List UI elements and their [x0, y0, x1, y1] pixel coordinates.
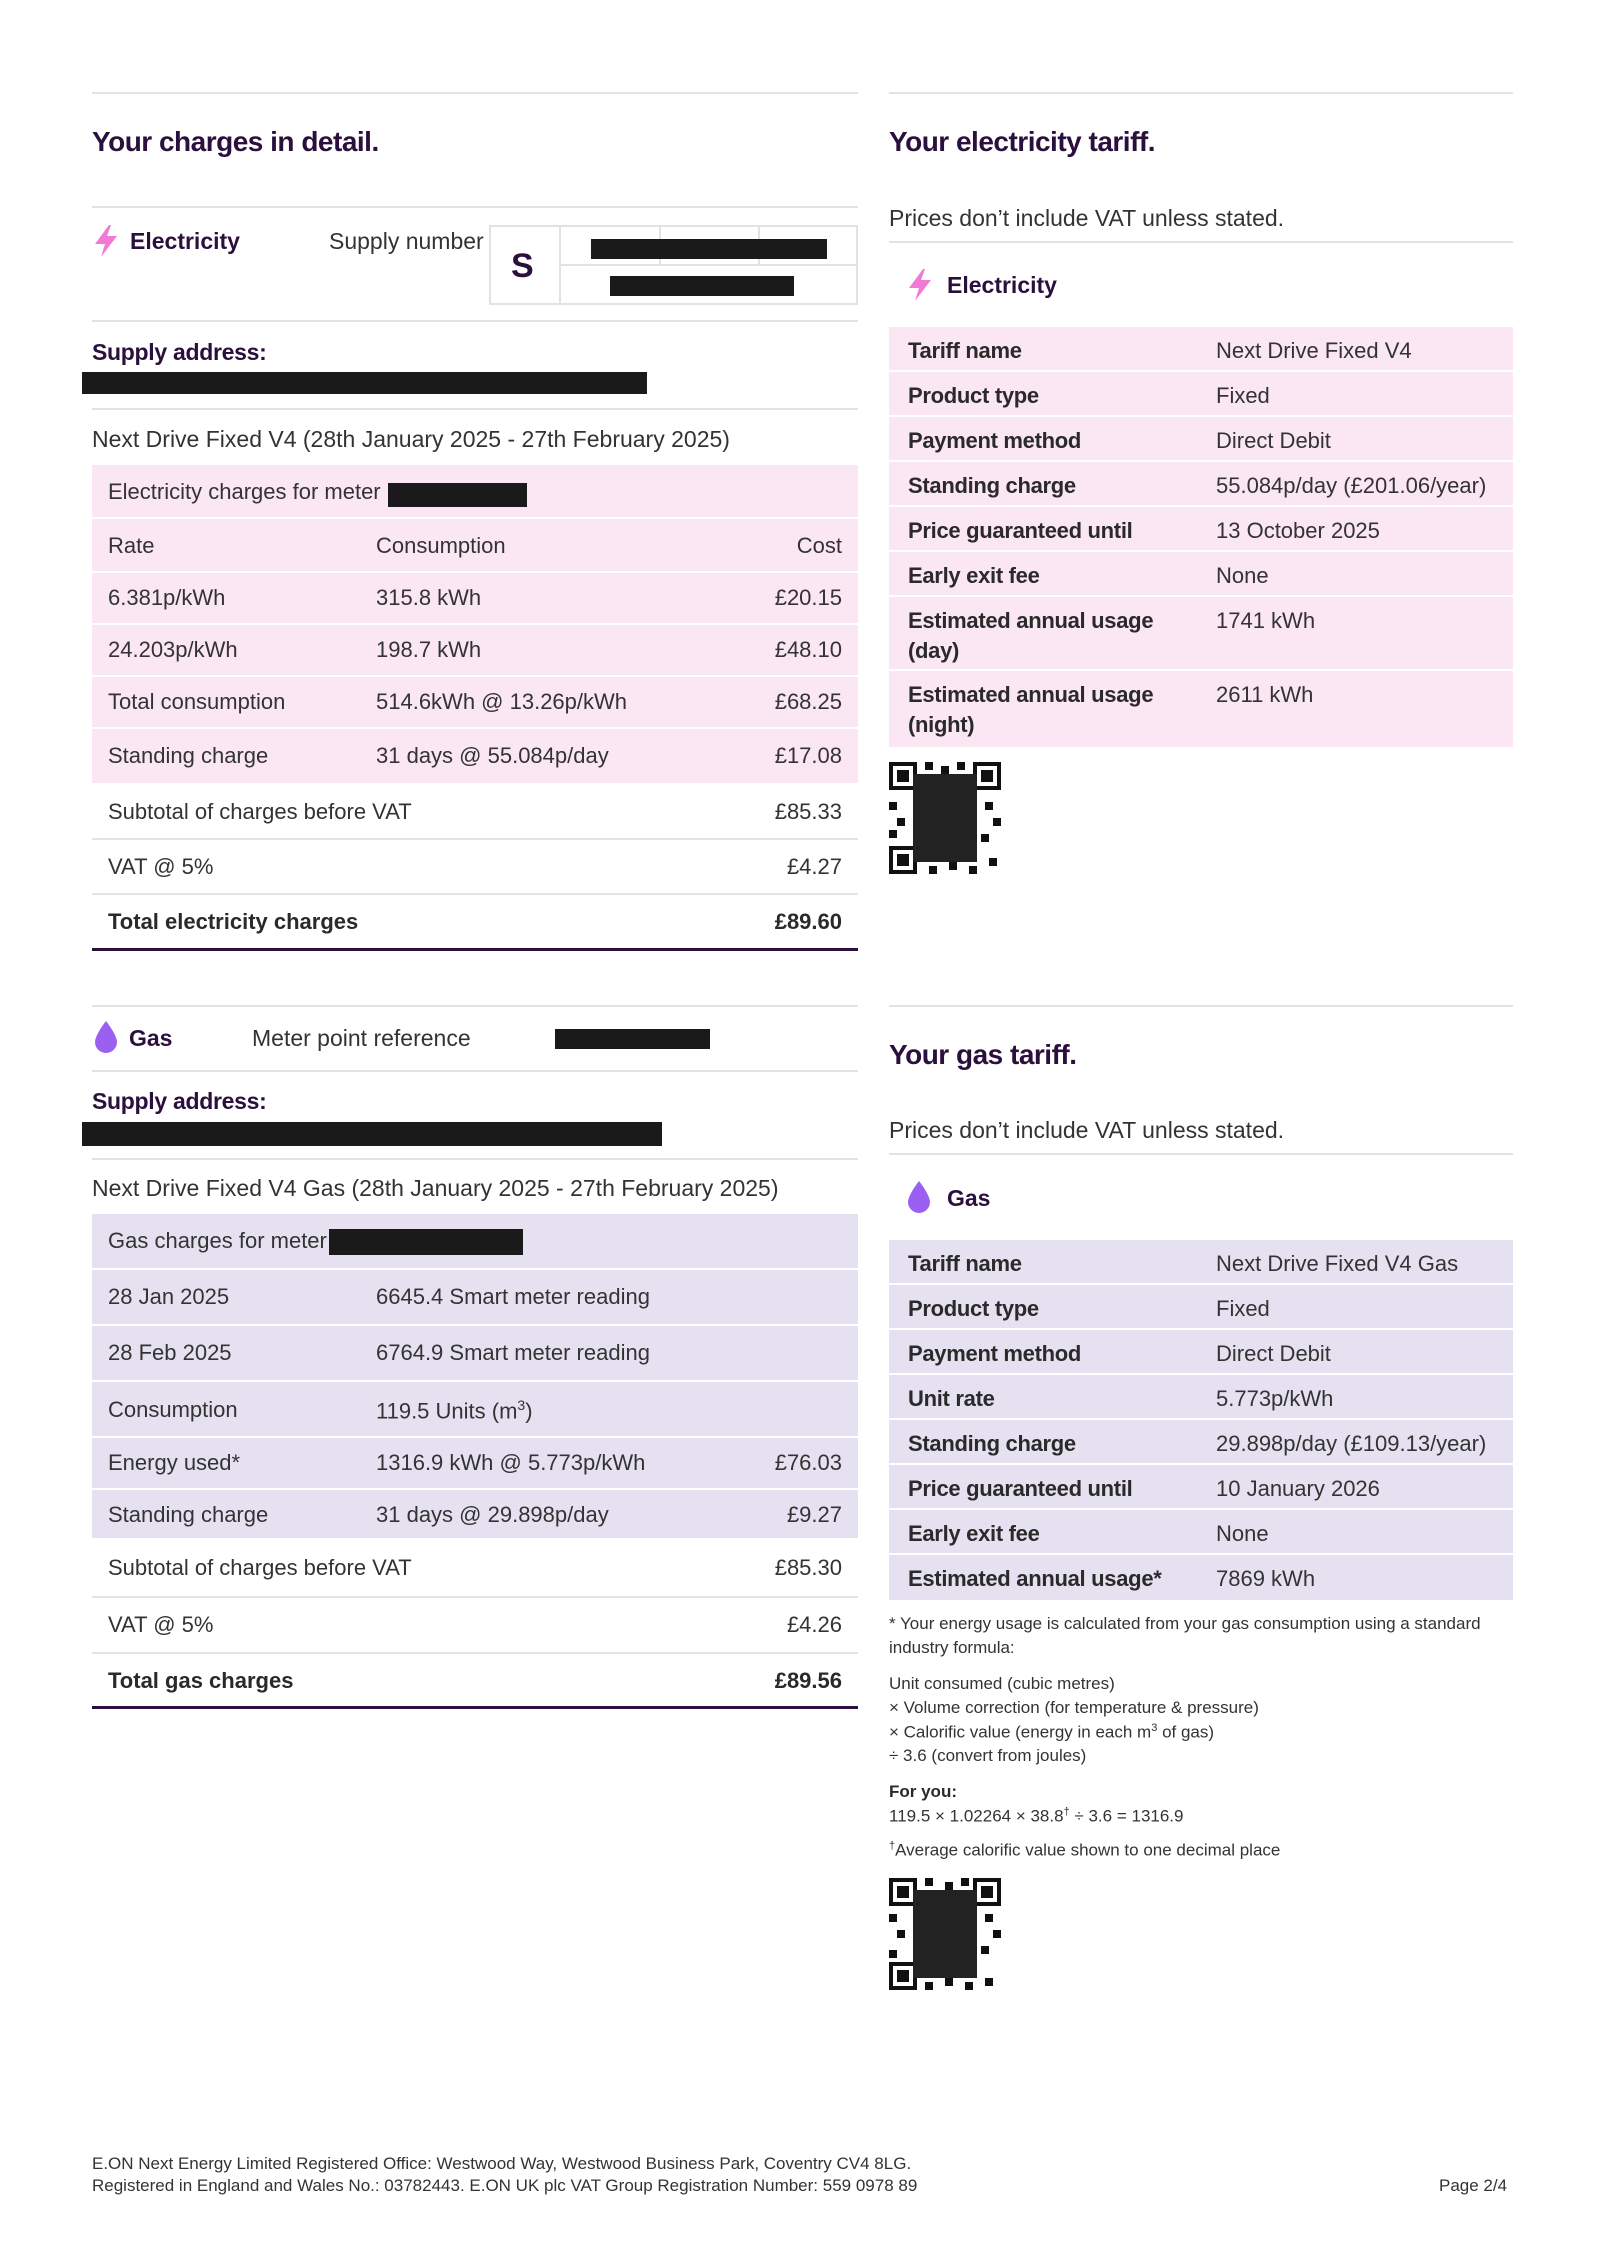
close-paren: ) — [525, 1398, 533, 1424]
calc-tail: ÷ 3.6 = 1316.9 — [1069, 1806, 1184, 1826]
tariff-value: Fixed — [1216, 383, 1270, 408]
gas-vat-note: Prices don’t include VAT unless stated. — [889, 1117, 1285, 1143]
for-you-label: For you: — [889, 1782, 957, 1801]
consumption-cell: 514.6kWh @ 13.26p/kWh — [376, 689, 628, 714]
electricity-label: Electricity — [130, 228, 240, 254]
subtotal-value: £85.30 — [774, 1555, 842, 1580]
tariff-key — [908, 606, 1153, 666]
total-label: Total gas charges — [108, 1668, 294, 1693]
tariff-row — [889, 462, 1513, 505]
redacted-gas-address — [82, 1122, 662, 1146]
tariff-key — [908, 680, 1153, 740]
table-row — [92, 573, 858, 623]
tariff-key-text: Estimated annual usage — [908, 608, 1154, 633]
tariff-key — [908, 561, 1040, 591]
rule — [92, 1070, 858, 1072]
tariff-key-text: Unit rate — [908, 1386, 995, 1411]
rule — [92, 320, 858, 322]
tariff-key — [908, 1474, 1132, 1504]
energy-label: Energy used* — [108, 1450, 241, 1475]
top-rule-left — [92, 92, 858, 94]
reading-value: 6645.4 Smart meter reading — [376, 1284, 650, 1309]
charges-title: Your charges in detail. — [92, 126, 379, 157]
total-value: £89.56 — [774, 1668, 842, 1693]
gas-tariff-label: Gas — [947, 1185, 991, 1211]
table-row — [92, 677, 858, 727]
tariff-row — [889, 1330, 1513, 1373]
tariff-row — [889, 1285, 1513, 1328]
cost-cell: £20.15 — [774, 585, 842, 610]
rule — [92, 408, 858, 410]
total-underline — [92, 1706, 858, 1709]
footer-line-2: Registered in England and Wales No.: 03782443. E.ON UK plc VAT Group Registration Number: 559 0978 89 — [92, 2176, 918, 2195]
tariff-key — [908, 1429, 1076, 1459]
tariff-row — [889, 597, 1513, 669]
gas-total-row — [92, 1654, 858, 1706]
tariff-key-text: Standing charge — [908, 473, 1076, 498]
gas-tariff-period: Next Drive Fixed V4 Gas (28th January 2025 - 27th February 2025) — [92, 1175, 779, 1201]
elec-header-row — [92, 519, 858, 571]
rule — [889, 1005, 1513, 1007]
header-cost: Cost — [796, 533, 842, 558]
table-row — [92, 1490, 858, 1538]
tariff-value: Fixed — [1216, 1296, 1270, 1321]
tariff-key-text: Early exit fee — [908, 1521, 1040, 1546]
redacted-gas-meter — [329, 1229, 523, 1255]
gas-vat-row — [92, 1598, 858, 1652]
gas-meter-label: Gas charges for meter — [108, 1228, 327, 1253]
consumption-cell: 31 days @ 55.084p/day — [376, 743, 609, 768]
reading-date: 28 Feb 2025 — [108, 1340, 232, 1365]
gas-supply-address-label: Supply address: — [92, 1088, 267, 1114]
tariff-key-text: Price guaranteed until — [908, 518, 1133, 543]
table-row — [92, 1270, 858, 1324]
redacted-mpr — [555, 1029, 710, 1049]
tariff-row — [889, 507, 1513, 550]
cost-cell: £17.08 — [774, 743, 842, 768]
tariff-row — [889, 327, 1513, 370]
subtotal-label: Subtotal of charges before VAT — [108, 1555, 412, 1580]
table-row — [92, 1438, 858, 1488]
consumption-cell: 315.8 kWh — [376, 585, 482, 610]
tariff-key-text: Tariff name — [908, 1251, 1022, 1276]
tariff-key-text: Payment method — [908, 428, 1082, 453]
tariff-value: Next Drive Fixed V4 — [1216, 338, 1412, 363]
cubed-sup: 3 — [517, 1397, 526, 1413]
note-line-2: industry formula: — [889, 1638, 1015, 1657]
tariff-key-text: Price guaranteed until — [908, 1476, 1133, 1501]
tariff-row — [889, 1510, 1513, 1553]
formula-line-1: Unit consumed (cubic metres) — [889, 1674, 1115, 1693]
tariff-row — [889, 1375, 1513, 1418]
tariff-row — [889, 1420, 1513, 1463]
tariff-value: 55.084p/day (£201.06/year) — [1216, 473, 1487, 498]
rule — [92, 206, 858, 208]
table-row — [92, 1326, 858, 1380]
meter-point-reference-label: Meter point reference — [252, 1025, 471, 1051]
gas-drop-icon — [906, 1180, 932, 1214]
top-rule-right — [889, 92, 1513, 94]
rule — [92, 1158, 858, 1160]
tariff-row — [889, 1240, 1513, 1283]
tariff-key — [908, 1519, 1040, 1549]
total-underline — [92, 948, 858, 951]
vat-value: £4.26 — [786, 1612, 842, 1637]
gas-subtotal-row — [92, 1540, 858, 1596]
elec-tariff-period: Next Drive Fixed V4 (28th January 2025 - 27th February 2025) — [92, 426, 730, 452]
standing-value: 31 days @ 29.898p/day — [376, 1502, 609, 1527]
vat-value: £4.27 — [786, 854, 842, 879]
tariff-value: 5.773p/kWh — [1216, 1386, 1334, 1411]
redacted-supply-top — [591, 239, 827, 259]
qr-code-icon — [889, 762, 1001, 874]
supply-letter: S — [511, 247, 534, 285]
tariff-key-text: Product type — [908, 1296, 1039, 1321]
dagger-note — [889, 1840, 1280, 1861]
gas-drop-icon — [93, 1020, 119, 1054]
tariff-value: Next Drive Fixed V4 Gas — [1216, 1251, 1459, 1276]
rule — [889, 1153, 1513, 1155]
tariff-key-text: Tariff name — [908, 338, 1022, 363]
vat-label: VAT @ 5% — [108, 1612, 214, 1637]
formula-3-text: × Calorific value (energy in each m — [889, 1722, 1152, 1742]
tariff-key — [908, 471, 1076, 501]
table-row — [92, 1382, 858, 1436]
formula-line-4: ÷ 3.6 (convert from joules) — [889, 1746, 1087, 1765]
tariff-value: Direct Debit — [1216, 1341, 1331, 1366]
note-line-1: * Your energy usage is calculated from your gas consumption using a standard — [889, 1614, 1481, 1633]
consumption-label: Consumption — [108, 1397, 238, 1422]
rule — [92, 1005, 858, 1007]
tariff-row — [889, 552, 1513, 595]
rate-cell: 6.381p/kWh — [108, 585, 226, 610]
tariff-key-text-2: (day) — [908, 638, 960, 663]
tariff-key-text: Estimated annual usage — [908, 682, 1154, 707]
tariff-row — [889, 1555, 1513, 1599]
rate-cell: Standing charge — [108, 743, 269, 768]
consumption-cell: 198.7 kWh — [376, 637, 482, 662]
tariff-key-text: Early exit fee — [908, 563, 1040, 588]
redacted-supply-bottom — [610, 276, 794, 296]
cubed-sup: 3 — [1151, 1722, 1158, 1734]
tariff-key-text: Standing charge — [908, 1431, 1076, 1456]
elec-subtotal-row — [92, 785, 858, 837]
cost-cell: £48.10 — [774, 637, 842, 662]
total-value: £89.60 — [774, 909, 842, 934]
tariff-key — [908, 1249, 1022, 1279]
gas-tariff-title: Your gas tariff. — [889, 1039, 1077, 1070]
table-row — [92, 625, 858, 675]
tariff-row — [889, 1465, 1513, 1508]
formula-line-3 — [889, 1722, 1214, 1743]
reading-date: 28 Jan 2025 — [108, 1284, 230, 1309]
elec-meter-label: Electricity charges for meter — [108, 479, 381, 504]
tariff-key-text-2: (night) — [908, 712, 975, 737]
formula-3-tail: of gas) — [1157, 1722, 1215, 1742]
tariff-value: 1741 kWh — [1216, 608, 1316, 633]
tariff-key — [908, 1294, 1039, 1324]
rate-cell: 24.203p/kWh — [108, 637, 238, 662]
tariff-key — [908, 336, 1022, 366]
elec-supply-address-label: Supply address: — [92, 339, 267, 365]
qr-code-icon — [889, 1878, 1001, 1990]
subtotal-label: Subtotal of charges before VAT — [108, 799, 412, 824]
rate-cell: Total consumption — [108, 689, 286, 714]
tariff-key-text: Product type — [908, 383, 1039, 408]
calculation-line — [889, 1806, 1183, 1827]
rule — [889, 241, 1513, 243]
reading-value: 6764.9 Smart meter reading — [376, 1340, 650, 1365]
elec-vat-row — [92, 840, 858, 892]
redacted-elec-address — [82, 372, 647, 394]
calc-text: 119.5 × 1.02264 × 38.8 — [889, 1806, 1064, 1826]
header-consumption: Consumption — [376, 533, 506, 558]
tariff-value: 13 October 2025 — [1216, 518, 1380, 543]
tariff-key — [908, 426, 1081, 456]
tariff-key-text: Payment method — [908, 1341, 1082, 1366]
elec-total-row — [92, 895, 858, 947]
standing-label: Standing charge — [108, 1502, 269, 1527]
subtotal-value: £85.33 — [774, 799, 842, 824]
footer-line-1: E.ON Next Energy Limited Registered Office: Westwood Way, Westwood Business Park, Coventry CV4 8LG. — [92, 2154, 912, 2173]
tariff-value: None — [1216, 1521, 1269, 1546]
elec-vat-note: Prices don’t include VAT unless stated. — [889, 205, 1285, 231]
tariff-value: Direct Debit — [1216, 428, 1331, 453]
consumption-units: 119.5 Units (m — [376, 1398, 518, 1424]
electricity-tariff-title: Your electricity tariff. — [889, 126, 1156, 157]
energy-cost: £76.03 — [774, 1450, 842, 1475]
redacted-elec-meter — [388, 483, 527, 507]
electricity-bolt-icon — [92, 224, 120, 258]
elec-tariff-label: Electricity — [947, 272, 1057, 298]
tariff-key-text: Estimated annual usage* — [908, 1566, 1162, 1591]
tariff-key — [908, 381, 1039, 411]
dagger-sup: † — [889, 1840, 896, 1852]
total-label: Total electricity charges — [108, 909, 359, 934]
formula-line-2: × Volume correction (for temperature & pressure) — [889, 1698, 1259, 1717]
dagger-note-text: Average calorific value shown to one decimal place — [895, 1840, 1281, 1860]
header-rate: Rate — [108, 533, 155, 558]
supply-number-label: Supply number — [329, 228, 484, 254]
tariff-row — [889, 417, 1513, 460]
standing-cost: £9.27 — [786, 1502, 842, 1527]
tariff-row — [889, 372, 1513, 415]
tariff-value: None — [1216, 563, 1269, 588]
tariff-value: 10 January 2026 — [1216, 1476, 1380, 1501]
consumption-value — [376, 1397, 533, 1424]
tariff-key — [908, 516, 1132, 546]
dagger-sup: † — [1063, 1806, 1070, 1818]
tariff-value: 2611 kWh — [1216, 682, 1314, 707]
energy-value: 1316.9 kWh @ 5.773p/kWh — [376, 1450, 646, 1475]
page-number: Page 2/4 — [1439, 2176, 1508, 2195]
electricity-bolt-icon — [906, 268, 934, 302]
tariff-value: 7869 kWh — [1216, 1566, 1316, 1591]
tariff-key — [908, 1384, 995, 1414]
tariff-row — [889, 671, 1513, 743]
gas-label: Gas — [129, 1025, 173, 1051]
vat-label: VAT @ 5% — [108, 854, 214, 879]
table-row — [92, 729, 858, 783]
tariff-key — [908, 1339, 1081, 1369]
tariff-key — [908, 1564, 1162, 1594]
cost-cell: £68.25 — [774, 689, 842, 714]
tariff-value: 29.898p/day (£109.13/year) — [1216, 1431, 1487, 1456]
